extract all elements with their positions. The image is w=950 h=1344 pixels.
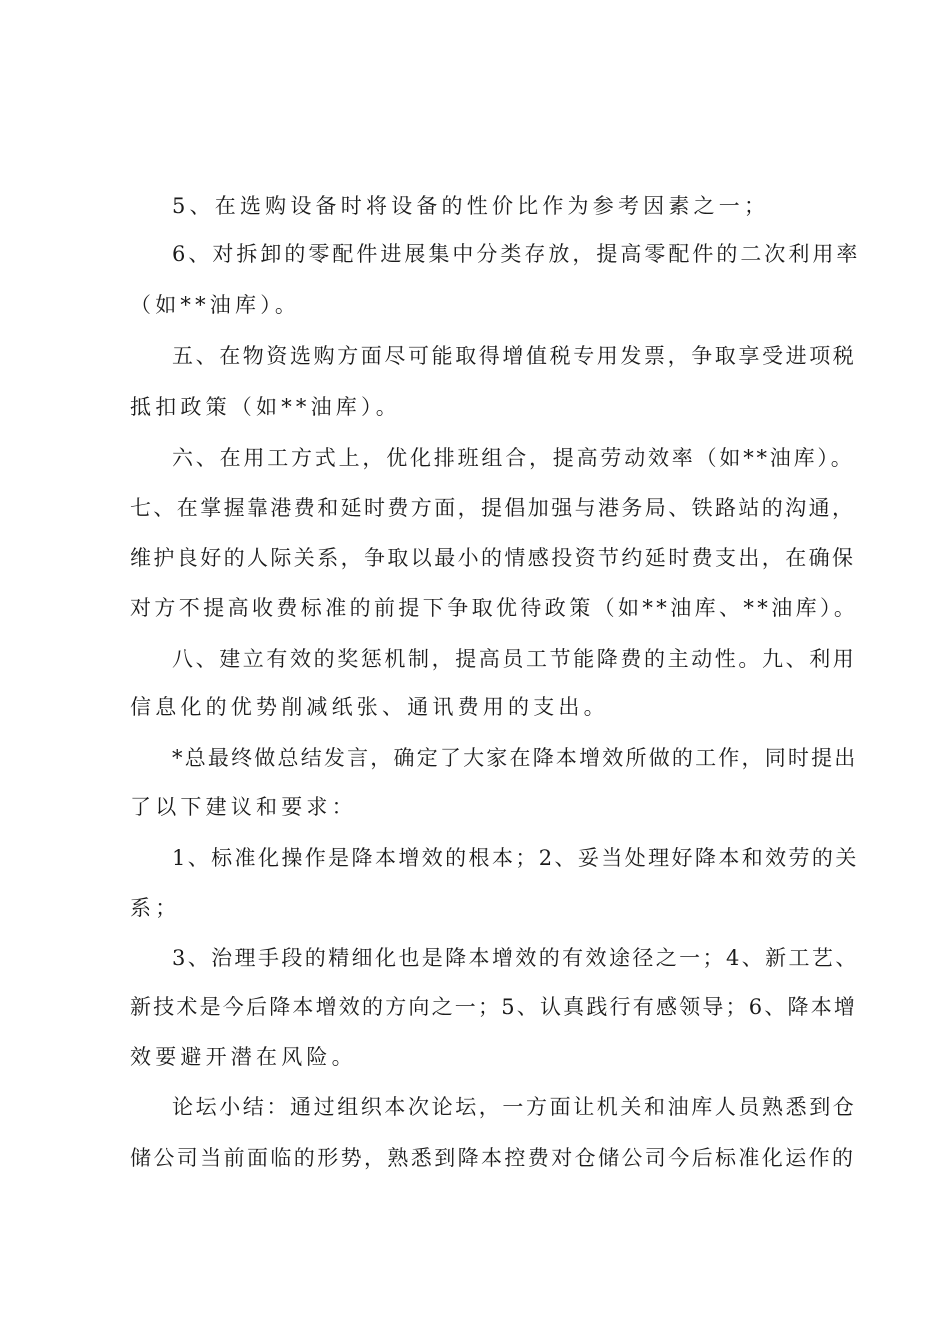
text-line: 了以下建议和要求： [130, 795, 357, 819]
text-line: 维护良好的人际关系，争取以最小的情感投资节约延时费支出，在确保 [130, 546, 856, 570]
text-line: 系； [130, 896, 181, 920]
text-line: 新技术是今后降本增效的方向之一；5、认真践行有感领导；6、降本增 [130, 995, 858, 1019]
text-line: 抵扣政策（如**油库）。 [130, 395, 401, 419]
text-line: 七、在掌握靠港费和延时费方面，提倡加强与港务局、铁路站的沟通， [130, 496, 856, 520]
text-line: 信息化的优势削减纸张、通讯费用的支出。 [130, 695, 609, 719]
text-line: 六、在用工方式上，优化排班组合，提高劳动效率（如**油库）。 [172, 446, 855, 470]
text-line: 八、建立有效的奖惩机制，提高员工节能降费的主动性。九、利用 [172, 647, 857, 671]
text-line: *总最终做总结发言，确定了大家在降本增效所做的工作，同时提出 [172, 746, 858, 770]
text-line: 1、标准化操作是降本增效的根本；2、妥当处理好降本和效劳的关 [172, 846, 859, 870]
text-line: 储公司当前面临的形势，熟悉到降本控费对仓储公司今后标准化运作的 [130, 1146, 856, 1170]
text-line: 5、在选购设备时将设备的性价比作为参考因素之一； [172, 194, 770, 218]
text-line: 五、在物资选购方面尽可能取得增值税专用发票，争取享受进项税 [172, 344, 857, 368]
text-line: 3、治理手段的精细化也是降本增效的有效途径之一；4、新工艺、 [172, 946, 859, 970]
text-line: 6、对拆卸的零配件进展集中分类存放，提高零配件的二次利用率 [172, 242, 861, 266]
text-line: 论坛小结：通过组织本次论坛，一方面让机关和油库人员熟悉到仓 [172, 1095, 857, 1119]
text-line: 效要避开潜在风险。 [130, 1045, 357, 1069]
text-line: 对方不提高收费标准的前提下争取优待政策（如**油库、**油库）。 [130, 596, 859, 620]
text-line: （如**油库）。 [130, 293, 301, 317]
